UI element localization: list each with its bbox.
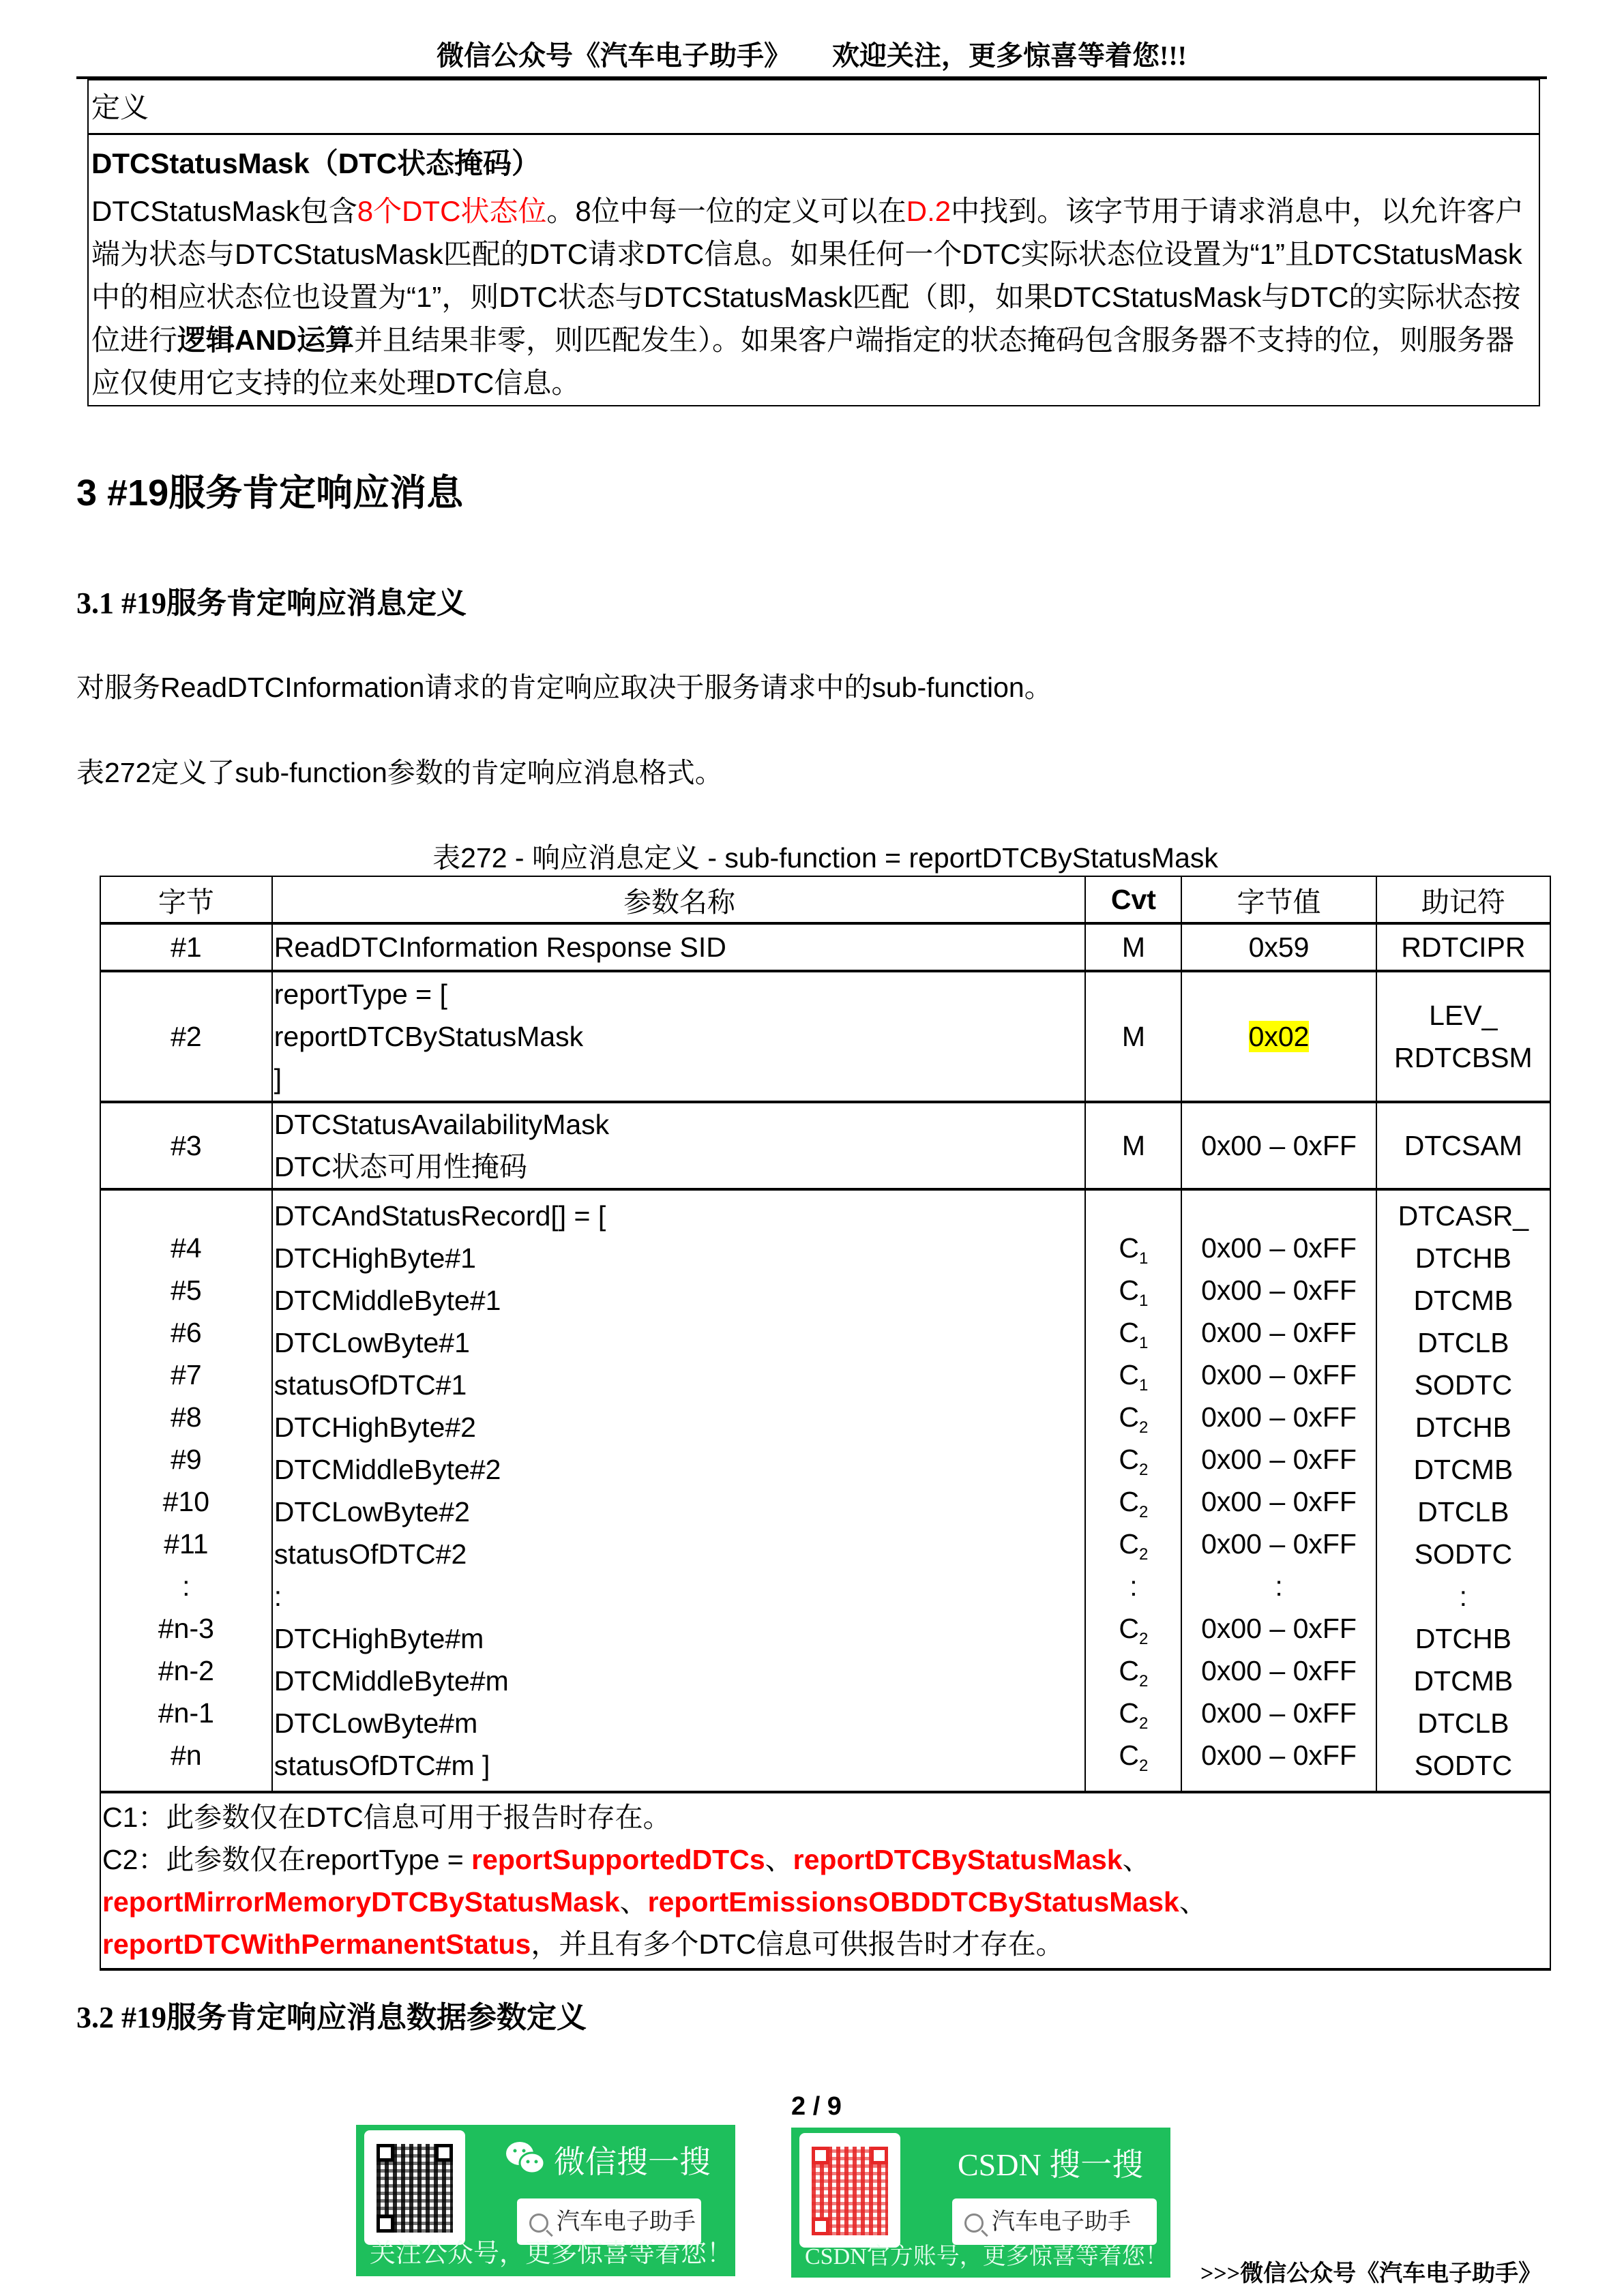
cell-value: 0x00 – 0xFF xyxy=(1181,1102,1376,1189)
cell-value: 0x59 xyxy=(1181,923,1376,971)
record-line: : xyxy=(274,1581,282,1612)
record-line: 0x00 – 0xFF xyxy=(1201,1401,1357,1433)
col-header-param: 参数名称 xyxy=(272,876,1086,923)
record-line: 0x00 – 0xFF xyxy=(1201,1274,1357,1306)
table-row xyxy=(100,971,1550,1102)
record-line: statusOfDTC#m ] xyxy=(274,1750,490,1781)
record-line: 0x00 – 0xFF xyxy=(1201,1232,1357,1264)
record-line: DTCMiddleByte#m xyxy=(274,1665,509,1697)
record-line: $C_2$ xyxy=(1119,1612,1149,1648)
cell-byte: #1 xyxy=(100,923,272,971)
banner-footer-text: CSDN官方账号，更多惊喜等着您！ xyxy=(805,2244,1168,2269)
record-line: #6 xyxy=(171,1316,202,1348)
cell-cvt: M xyxy=(1085,971,1181,1102)
table-row xyxy=(100,1102,1550,1189)
record-line: DTCHB xyxy=(1415,1412,1511,1443)
page-number: 2 / 9 xyxy=(791,2092,842,2121)
record-line: : xyxy=(1130,1570,1138,1602)
record-line: DTCHB xyxy=(1415,1242,1511,1274)
table-notes-row xyxy=(100,1792,1550,1969)
csdn-banner[interactable] xyxy=(791,2128,1170,2278)
page-header xyxy=(76,34,1547,73)
col-header-byte: 字节 xyxy=(100,876,272,923)
cell-cvt: M xyxy=(1085,1102,1181,1189)
record-line: DTCHighByte#1 xyxy=(274,1242,476,1274)
record-line: $C_1$ xyxy=(1119,1316,1149,1352)
record-line: DTCHighByte#2 xyxy=(274,1412,476,1443)
cell-byte: #2 xyxy=(100,971,272,1102)
table-notes xyxy=(100,1792,1550,1969)
wechat-icon xyxy=(505,2140,546,2177)
record-line: : xyxy=(1275,1570,1283,1602)
record-line: DTCLowByte#2 xyxy=(274,1496,470,1527)
record-line: 0x00 – 0xFF xyxy=(1201,1612,1357,1644)
definition-title: DTCStatusMask（DTC状态掩码） xyxy=(91,147,541,179)
record-line: DTCHB xyxy=(1415,1623,1511,1654)
qr-code-icon xyxy=(377,2144,453,2233)
record-line: DTCHighByte#m xyxy=(274,1623,484,1654)
record-line: 0x00 – 0xFF xyxy=(1201,1316,1357,1348)
record-line: #11 xyxy=(164,1527,209,1560)
record-line: : xyxy=(1459,1581,1468,1612)
record-line: DTCMB xyxy=(1413,1285,1514,1316)
record-line: : xyxy=(182,1570,190,1602)
cell-param: reportType = [ reportDTCByStatusMask ] xyxy=(272,971,1086,1102)
cell-values xyxy=(1181,1189,1376,1792)
record-line: DTCAndStatusRecord[] = [ xyxy=(274,1200,606,1232)
cell-byte: #3 xyxy=(100,1102,272,1189)
note-c2: C2：此参数仅在reportType = reportSupportedDTCs、reportDTCByStatusMask、 reportMirrorMemoryDTCByStatusMask、reportEmissionsOBDDTCByStatusMask、 reportDTCWithPermanentStatus，并且有多个DTC信息可供报告时才存在。 xyxy=(102,1844,1207,1960)
cell-cvt: M xyxy=(1085,923,1181,971)
qr-card xyxy=(799,2133,900,2248)
qr-card xyxy=(364,2130,465,2245)
header-left: 微信公众号《汽车电子助手》 xyxy=(437,40,792,71)
section-heading-3-1: 3.1 #19服务肯定响应消息定义 xyxy=(76,586,467,620)
record-line: statusOfDTC#2 xyxy=(274,1538,467,1570)
record-line: 0x00 – 0xFF xyxy=(1201,1697,1357,1729)
record-line: SODTC xyxy=(1414,1369,1513,1401)
record-line: 0x00 – 0xFF xyxy=(1201,1739,1357,1771)
record-line: #10 xyxy=(162,1485,210,1517)
record-line: DTCMiddleByte#2 xyxy=(274,1454,501,1485)
record-line: $C_2$ xyxy=(1119,1401,1149,1437)
highlighted-value: 0x02 xyxy=(1248,1020,1310,1052)
table-row xyxy=(100,923,1550,971)
record-line: $C_1$ xyxy=(1119,1358,1149,1395)
record-line: DTCMB xyxy=(1413,1454,1514,1485)
record-line: $C_2$ xyxy=(1119,1485,1149,1521)
banner-title: 微信搜一搜 xyxy=(554,2144,711,2179)
response-table xyxy=(100,876,1551,1971)
record-line: SODTC xyxy=(1414,1750,1513,1781)
record-line: DTCLB xyxy=(1417,1327,1509,1358)
record-line: DTCLowByte#1 xyxy=(274,1327,470,1358)
definition-box xyxy=(87,79,1540,406)
cell-bytes xyxy=(100,1189,272,1792)
report-type-item: reportDTCWithPermanentStatus xyxy=(102,1928,531,1960)
banner-footer-text: 关注公众号，更多惊喜等着您！ xyxy=(370,2239,733,2268)
record-line: DTCLowByte#m xyxy=(274,1708,478,1739)
cell-cvts xyxy=(1085,1189,1181,1792)
definition-heading: 定义 xyxy=(89,80,1539,135)
record-line: DTCMiddleByte#1 xyxy=(274,1285,501,1316)
record-line: DTCLB xyxy=(1417,1708,1509,1739)
search-icon xyxy=(529,2213,548,2233)
record-line: $C_2$ xyxy=(1119,1527,1149,1564)
table-caption: 表272 - 响应消息定义 - sub-function = reportDTCByStatusMask xyxy=(432,842,1218,874)
cell-param: DTCStatusAvailabilityMask DTC状态可用性掩码 xyxy=(272,1102,1086,1189)
record-line: 0x00 – 0xFF xyxy=(1201,1654,1357,1686)
record-line: #7 xyxy=(171,1358,202,1390)
record-line: $C_2$ xyxy=(1119,1654,1149,1690)
search-icon xyxy=(964,2213,984,2233)
record-line: #4 xyxy=(171,1232,202,1264)
col-header-value: 字节值 xyxy=(1181,876,1376,923)
record-line: $C_1$ xyxy=(1119,1274,1149,1310)
record-line: $C_1$ xyxy=(1119,1232,1149,1268)
record-line: #5 xyxy=(171,1274,202,1306)
header-right: 欢迎关注，更多惊喜等着您!!! xyxy=(832,40,1187,71)
record-line: 0x00 – 0xFF xyxy=(1201,1358,1357,1390)
record-line: 0x00 – 0xFF xyxy=(1201,1443,1357,1475)
cell-mnemonic: LEV_ RDTCBSM xyxy=(1376,971,1550,1102)
report-type-item: reportDTCByStatusMask xyxy=(793,1844,1123,1875)
table-row-record xyxy=(100,1189,1550,1792)
qr-code-icon xyxy=(812,2147,888,2235)
section-heading-3-2: 3.2 #19服务肯定响应消息数据参数定义 xyxy=(76,2001,587,2034)
footer-link[interactable]: >>>微信公众号《汽车电子助手》 xyxy=(1200,2261,1542,2286)
record-line: #n-2 xyxy=(158,1654,214,1686)
paragraph-2: 表272定义了sub-function参数的肯定响应消息格式。 xyxy=(76,757,723,788)
record-line: statusOfDTC#1 xyxy=(274,1369,467,1401)
cell-params xyxy=(272,1189,1086,1792)
paragraph-1: 对服务ReadDTCInformation请求的肯定响应取决于服务请求中的sub-function。 xyxy=(76,672,1052,703)
col-header-mnemonic: 助记符 xyxy=(1376,876,1550,923)
record-line: #9 xyxy=(171,1443,202,1475)
section-heading-3: 3 #19服务肯定响应消息 xyxy=(76,473,464,513)
record-line: $C_2$ xyxy=(1119,1739,1149,1775)
definition-text: DTCStatusMask包含8个DTC状态位。8位中每一位的定义可以在D.2中找到。该字节用于请求消息中，以允许客户端为状态与DTCStatusMask匹配的DTC请求DTC信息。如果任何一个DTC实际状态位设置为“1”且DTCStatusMask中的相应状态位也设置为“1”，则DTC状态与DTCStatusMask匹配（即，如果DTCStatusMask与DTC的实际状态按位进行逻辑AND运算并且结果非零，则匹配发生）。如果客户端指定的状态掩码包含服务器不支持的位，则服务器应仅使用它支持的位来处理DTC信息。 xyxy=(91,195,1524,399)
record-line: SODTC xyxy=(1414,1538,1513,1570)
note-c1: C1：此参数仅在DTC信息可用于报告时存在。 xyxy=(102,1802,671,1833)
search-box[interactable]: 汽车电子助手 xyxy=(952,2198,1157,2245)
report-type-item: reportMirrorMemoryDTCByStatusMask xyxy=(102,1886,620,1918)
record-line: DTCASR_ xyxy=(1398,1200,1529,1232)
record-line: #n-1 xyxy=(158,1697,214,1729)
cell-param: ReadDTCInformation Response SID xyxy=(272,923,1086,971)
cell-mnemonics xyxy=(1376,1189,1550,1792)
record-line: $C_2$ xyxy=(1119,1697,1149,1733)
record-line: $C_2$ xyxy=(1119,1443,1149,1479)
report-type-item: reportEmissionsOBDDTCByStatusMask xyxy=(647,1886,1179,1918)
table-header-row xyxy=(100,876,1550,923)
report-type-item: reportSupportedDTCs xyxy=(471,1844,765,1875)
record-line: #n xyxy=(171,1739,202,1771)
record-line: 0x00 – 0xFF xyxy=(1201,1527,1357,1560)
wechat-banner[interactable] xyxy=(356,2125,735,2276)
cell-mnemonic: DTCSAM xyxy=(1376,1102,1550,1189)
record-line: #8 xyxy=(171,1401,202,1433)
record-line: #n-3 xyxy=(158,1612,214,1644)
banner-title: CSDN 搜一搜 xyxy=(958,2147,1144,2182)
cell-value xyxy=(1181,971,1376,1102)
record-line: DTCLB xyxy=(1417,1496,1509,1527)
col-header-cvt: Cvt xyxy=(1085,876,1181,923)
record-line: 0x00 – 0xFF xyxy=(1201,1485,1357,1517)
record-line: DTCMB xyxy=(1413,1665,1514,1697)
search-box[interactable]: 汽车电子助手 xyxy=(517,2198,701,2245)
cell-mnemonic: RDTCIPR xyxy=(1376,923,1550,971)
